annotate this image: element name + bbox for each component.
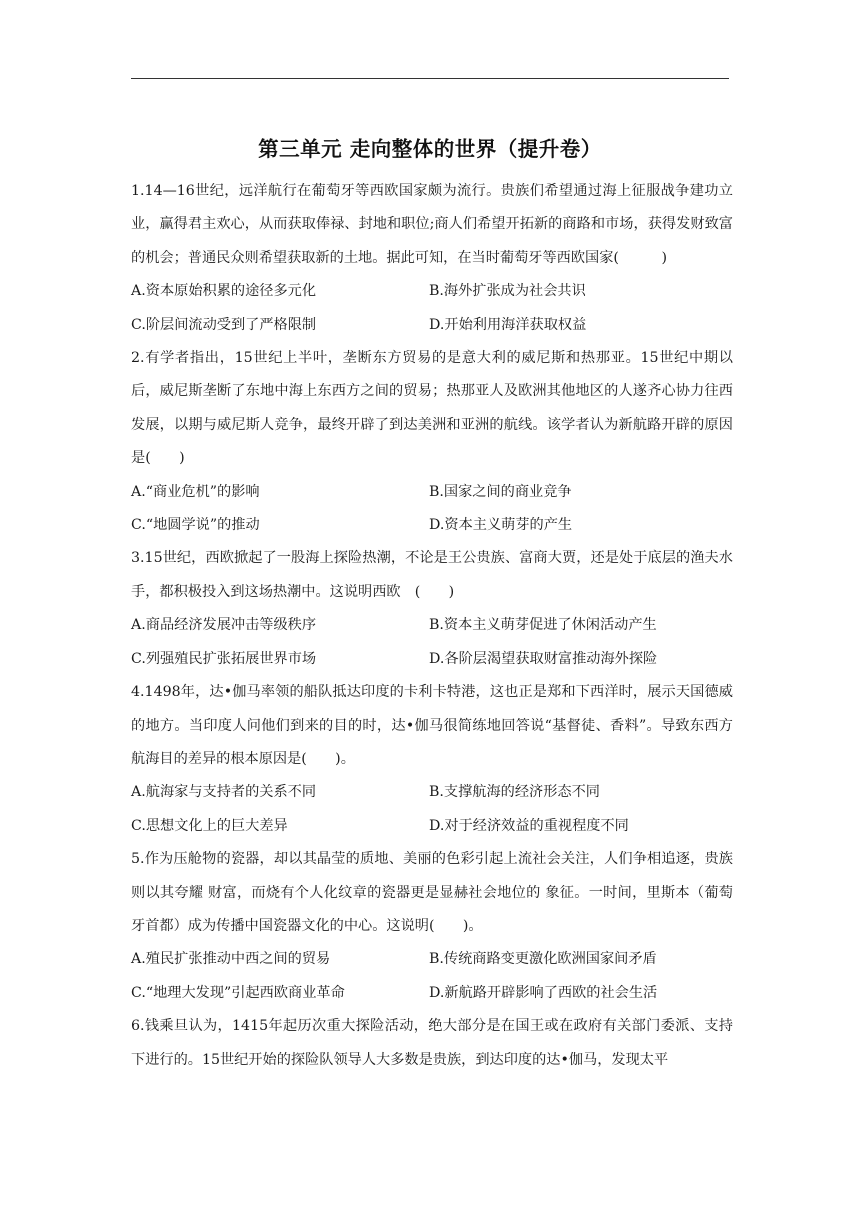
option-a[interactable]: A.“商业危机”的影响 — [131, 483, 260, 500]
question-3-options — [131, 609, 733, 676]
question-list — [131, 175, 733, 1077]
option-c[interactable]: C.“地圆学说”的推动 — [131, 517, 260, 534]
option-a[interactable]: A.资本原始积累的途径多元化 — [131, 283, 317, 300]
option-a[interactable]: A.殖民扩张推动中西之间的贸易 — [131, 951, 331, 968]
question-3-stem: 3.15世纪，西欧掀起了一股海上探险热潮，不论是王公贵族、富商大贾，还是处于底层的渔夫水手，都积极投入到这场热潮中。这说明西欧 ( ) — [131, 550, 733, 600]
question-6-stem: 6.钱乘旦认为，1415年起历次重大探险活动，绝大部分是在国王或在政府有关部门委派、支持下进行的。15世纪开始的探险队领导人大多数是贵族，到达印度的达•伽马，发现太平 — [131, 1018, 733, 1068]
option-d[interactable]: D.各阶层渴望获取财富推动海外探险 — [429, 650, 658, 667]
question-1-options — [131, 275, 733, 342]
option-b[interactable]: B.海外扩张成为社会共识 — [429, 283, 586, 300]
option-c[interactable]: C.思想文化上的巨大差异 — [131, 817, 288, 834]
option-a[interactable]: A.商品经济发展冲击等级秩序 — [131, 617, 317, 634]
page-title: 第三单元 走向整体的世界（提升卷） — [258, 137, 602, 161]
option-a[interactable]: A.航海家与支持者的关系不同 — [131, 784, 317, 801]
option-d[interactable]: D.对于经济效益的重视程度不同 — [429, 817, 629, 834]
option-c[interactable]: C.“地理大发现”引起西欧商业革命 — [131, 984, 345, 1001]
question-1-stem: 1.14—16世纪，远洋航行在葡萄牙等西欧国家颇为流行。贵族们希望通过海上征服战争建功立业，赢得君主欢心，从而获取俸禄、封地和职位;商人们希望开拓新的商路和市场，获得发财致富的机会；普通民众则希望获取新的土地。据此可知，在当时葡萄牙等西欧国家( ) — [131, 183, 733, 266]
question-4-stem: 4.1498年，达•伽马率领的船队抵达印度的卡利卡特港，这也正是郑和下西洋时，展示天国德威的地方。当印度人问他们到来的目的时，达•伽马很简练地回答说“基督徒、香料”。导致东西方航海目的差异的根本原因是( )。 — [131, 684, 733, 767]
option-c[interactable]: C.列强殖民扩张拓展世界市场 — [131, 650, 317, 667]
option-c[interactable]: C.阶层间流动受到了严格限制 — [131, 316, 317, 333]
option-b[interactable]: B.国家之间的商业竞争 — [429, 483, 572, 500]
question-2-options — [131, 476, 733, 543]
option-d[interactable]: D.资本主义萌芽的产生 — [429, 517, 573, 534]
question-5-options — [131, 943, 733, 1010]
option-d[interactable]: D.开始利用海洋获取权益 — [429, 316, 587, 333]
option-b[interactable]: B.支撑航海的经济形态不同 — [429, 784, 600, 801]
question-4-options — [131, 776, 733, 843]
question-2-stem: 2.有学者指出，15世纪上半叶，垄断东方贸易的是意大利的威尼斯和热那亚。15世纪中期以后，威尼斯垄断了东地中海上东西方之间的贸易；热那亚人及欧洲其他地区的人遂齐心协力往西发展，以期与威尼斯人竞争，最终开辟了到达美洲和亚洲的航线。该学者认为新航路开辟的原因是( ) — [131, 350, 733, 467]
option-b[interactable]: B.传统商路变更激化欧洲国家间矛盾 — [429, 951, 657, 968]
option-b[interactable]: B.资本主义萌芽促进了休闲活动产生 — [429, 617, 657, 634]
option-d[interactable]: D.新航路开辟影响了西欧的社会生活 — [429, 984, 658, 1001]
header-rule — [131, 78, 729, 79]
question-5-stem: 5.作为压舱物的瓷器，却以其晶莹的质地、美丽的色彩引起上流社会关注，人们争相追逐，贵族则以其夸耀 财富，而烧有个人化纹章的瓷器更是显赫社会地位的 象征。一时间，里斯本（葡萄牙首都）成为传播中国瓷器文化的中心。这说明( )。 — [131, 851, 733, 934]
